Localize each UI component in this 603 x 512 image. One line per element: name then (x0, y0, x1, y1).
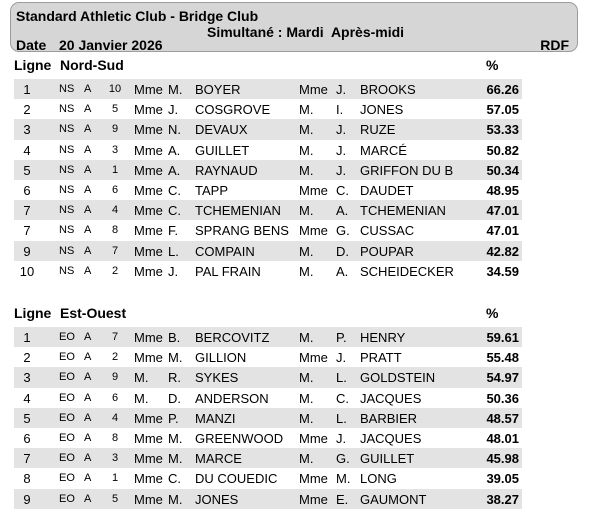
player1-name-cell: COSGROVE (195, 102, 271, 118)
player1-initial-cell: M. (168, 491, 183, 507)
player2-title-cell: Mme (299, 471, 328, 487)
player1-name-cell: ANDERSON (195, 390, 269, 406)
club-name: Standard Athletic Club - Bridge Club (16, 8, 259, 24)
player2-initial-cell: P. (336, 330, 347, 345)
rank-cell: 10 (19, 263, 35, 279)
player2-initial-cell: G. (336, 223, 350, 239)
direction-cell: NS (59, 123, 75, 136)
rank-cell: 7 (23, 223, 31, 239)
table-row (14, 327, 522, 347)
table-row (14, 428, 522, 448)
player2-initial-cell: C. (336, 182, 349, 198)
direction-cell: NS (59, 163, 75, 176)
player1-name-cell: BOYER (195, 82, 241, 97)
rank-cell: 2 (23, 350, 31, 366)
percentage-cell: 39.05 (486, 471, 519, 487)
ligne-label: Ligne (14, 305, 52, 321)
rank-cell: 4 (23, 390, 31, 406)
player1-title-cell: Mme (134, 142, 163, 158)
player2-title-cell: M. (299, 102, 314, 118)
player1-initial-cell: A. (168, 142, 181, 158)
section-cell: A (84, 103, 92, 116)
player2-title-cell: M. (299, 330, 314, 345)
player1-initial-cell: D. (168, 390, 181, 406)
player2-name-cell: POUPAR (360, 243, 414, 259)
percentage-cell: 50.36 (486, 390, 519, 406)
player1-name-cell: SPRANG BENS (195, 223, 289, 239)
direction-label: Nord-Sud (60, 57, 124, 73)
results-header (10, 2, 578, 52)
table-row (14, 140, 522, 160)
player2-name-cell: LONG (360, 471, 397, 487)
player1-title-cell: Mme (134, 263, 163, 279)
direction-cell: EO (59, 492, 75, 505)
player2-title-cell: Mme (299, 350, 328, 366)
player2-name-cell: GRIFFON DU B (360, 162, 454, 178)
direction-cell: NS (59, 264, 75, 277)
rank-cell: 8 (23, 471, 31, 487)
section-cell: A (84, 83, 92, 95)
player1-title-cell: Mme (134, 203, 163, 219)
player1-initial-cell: M. (168, 430, 183, 446)
player2-name-cell: GOLDSTEIN (360, 370, 436, 386)
player2-name-cell: JACQUES (360, 430, 422, 446)
player2-title-cell: M. (299, 263, 314, 279)
table-number-cell: 2 (111, 351, 119, 364)
table-row (14, 99, 522, 119)
direction-label: Est-Ouest (60, 305, 127, 321)
player2-initial-cell: C. (336, 390, 349, 406)
player2-name-cell: DAUDET (360, 182, 414, 198)
rdf-label: RDF (540, 37, 569, 53)
table-row (14, 79, 522, 99)
player1-initial-cell: M. (168, 82, 183, 97)
player1-name-cell: GUILLET (195, 142, 250, 158)
section-cell: A (84, 391, 92, 404)
direction-cell: NS (59, 83, 75, 95)
player1-name-cell: SYKES (195, 370, 239, 386)
section-cell: A (84, 244, 92, 257)
player2-title-cell: Mme (299, 430, 328, 446)
table-number-cell: 5 (111, 103, 119, 116)
player2-title-cell: M. (299, 162, 314, 178)
rank-cell: 4 (23, 142, 31, 158)
direction-cell: EO (59, 452, 75, 465)
percentage-cell: 48.95 (486, 182, 519, 198)
player2-name-cell: GUILLET (360, 451, 415, 467)
section-cell: A (84, 143, 92, 156)
rank-cell: 3 (23, 122, 31, 138)
table-number-cell: 3 (111, 143, 119, 156)
direction-cell: NS (59, 143, 75, 156)
table-row (14, 367, 522, 387)
player2-initial-cell: J. (336, 82, 347, 97)
percentage-cell: 38.27 (486, 491, 519, 507)
player2-initial-cell: I. (336, 102, 344, 118)
player1-title-cell: Mme (134, 430, 163, 446)
player1-initial-cell: M. (168, 350, 183, 366)
player1-title-cell: Mme (134, 243, 163, 259)
percent-header: % (486, 57, 499, 73)
percentage-cell: 47.01 (486, 223, 519, 239)
player1-title-cell: M. (134, 370, 149, 386)
player2-initial-cell: J. (336, 142, 347, 158)
player2-name-cell: PRATT (360, 350, 402, 366)
table-row (14, 241, 522, 261)
player1-name-cell: DEVAUX (195, 122, 248, 138)
rank-cell: 7 (23, 203, 31, 219)
percentage-cell: 59.61 (486, 330, 519, 345)
player1-initial-cell: N. (168, 122, 181, 138)
player1-initial-cell: C. (168, 182, 181, 198)
section-cell: A (84, 204, 92, 217)
table-number-cell: 1 (111, 472, 119, 485)
rank-cell: 9 (23, 491, 31, 507)
table-row (14, 347, 522, 367)
player1-title-cell: Mme (134, 162, 163, 178)
player1-title-cell: Mme (134, 223, 163, 239)
player2-title-cell: M. (299, 203, 314, 219)
player2-title-cell: M. (299, 243, 314, 259)
section-cell: A (84, 452, 92, 465)
player1-initial-cell: B. (168, 330, 181, 345)
table-row (14, 489, 522, 509)
table-row (14, 200, 522, 220)
section-cell: A (84, 371, 92, 384)
player2-initial-cell: A. (336, 203, 349, 219)
percentage-cell: 50.34 (486, 162, 519, 178)
player1-title-cell: Mme (134, 102, 163, 118)
player2-title-cell: M. (299, 122, 314, 138)
player2-title-cell: Mme (299, 223, 328, 239)
direction-cell: EO (59, 371, 75, 384)
player1-name-cell: RAYNAUD (195, 162, 258, 178)
player2-title-cell: M. (299, 451, 314, 467)
percentage-cell: 47.01 (486, 203, 519, 219)
table-row (14, 388, 522, 408)
rank-cell: 3 (23, 370, 31, 386)
section-cell: A (84, 331, 92, 343)
direction-cell: EO (59, 331, 75, 343)
direction-cell: NS (59, 183, 75, 196)
player2-initial-cell: L. (336, 410, 347, 426)
section-cell: A (84, 492, 92, 505)
player1-initial-cell: C. (168, 203, 181, 219)
percentage-cell: 53.33 (486, 122, 519, 138)
rank-cell: 5 (23, 162, 31, 178)
direction-cell: EO (59, 411, 75, 424)
table-row (14, 180, 522, 200)
rank-cell: 7 (23, 451, 31, 467)
section-cell: A (84, 123, 92, 136)
results-table-eo (14, 327, 522, 509)
player2-name-cell: BROOKS (360, 82, 416, 97)
percentage-cell: 55.48 (486, 350, 519, 366)
player1-initial-cell: L. (168, 243, 179, 259)
player1-name-cell: MARCE (195, 451, 242, 467)
rank-cell: 6 (23, 430, 31, 446)
table-number-cell: 4 (111, 411, 119, 424)
table-number-cell: 10 (108, 83, 122, 95)
player2-name-cell: MARCÉ (360, 142, 407, 158)
player1-name-cell: GILLION (195, 350, 247, 366)
player2-name-cell: HENRY (360, 330, 406, 345)
player1-title-cell: Mme (134, 330, 163, 345)
player1-initial-cell: R. (168, 370, 181, 386)
table-number-cell: 5 (111, 492, 119, 505)
player1-title-cell: Mme (134, 451, 163, 467)
table-number-cell: 3 (111, 452, 119, 465)
table-number-cell: 7 (111, 331, 119, 343)
player2-title-cell: Mme (299, 82, 328, 97)
player2-initial-cell: M. (336, 471, 351, 487)
player2-initial-cell: D. (336, 243, 349, 259)
table-number-cell: 9 (111, 123, 119, 136)
rank-cell: 2 (23, 102, 31, 118)
player2-title-cell: M. (299, 410, 314, 426)
player1-name-cell: BERCOVITZ (195, 330, 270, 345)
player2-initial-cell: J. (336, 430, 347, 446)
rank-cell: 6 (23, 182, 31, 198)
player2-name-cell: JONES (360, 102, 404, 118)
section-cell: A (84, 431, 92, 444)
player1-name-cell: DU COUEDIC (195, 471, 278, 487)
table-number-cell: 7 (111, 244, 119, 257)
percentage-cell: 48.01 (486, 430, 519, 446)
player1-initial-cell: M. (168, 451, 183, 467)
direction-cell: EO (59, 431, 75, 444)
table-number-cell: 4 (111, 204, 119, 217)
section-cell: A (84, 411, 92, 424)
player2-name-cell: GAUMONT (360, 491, 427, 507)
rank-cell: 1 (23, 330, 31, 345)
table-number-cell: 6 (111, 183, 119, 196)
player2-name-cell: JACQUES (360, 390, 422, 406)
player1-title-cell: Mme (134, 471, 163, 487)
player2-name-cell: RUZE (360, 122, 396, 138)
player1-initial-cell: F. (168, 223, 179, 239)
player2-initial-cell: J. (336, 122, 347, 138)
session-name: Simultané : Mardi Après-midi (207, 24, 405, 40)
rank-cell: 9 (23, 243, 31, 259)
table-number-cell: 1 (111, 163, 119, 176)
table-row (14, 448, 522, 468)
player2-title-cell: M. (299, 370, 314, 386)
player1-name-cell: GREENWOOD (195, 430, 284, 446)
section-cell: A (84, 472, 92, 485)
section-cell: A (84, 163, 92, 176)
table-number-cell: 9 (111, 371, 119, 384)
player1-name-cell: TCHEMENIAN (195, 203, 281, 219)
section-cell: A (84, 264, 92, 277)
direction-cell: EO (59, 351, 75, 364)
player2-initial-cell: L. (336, 370, 347, 386)
player2-title-cell: M. (299, 390, 314, 406)
player1-initial-cell: C. (168, 471, 181, 487)
table-row (14, 160, 522, 180)
player1-title-cell: Mme (134, 122, 163, 138)
direction-cell: NS (59, 244, 75, 257)
player2-name-cell: SCHEIDECKER (360, 263, 454, 279)
percentage-cell: 42.82 (486, 243, 519, 259)
player1-initial-cell: J. (168, 102, 179, 118)
percentage-cell: 34.59 (486, 263, 519, 279)
player2-name-cell: CUSSAC (360, 223, 415, 239)
player2-title-cell: Mme (299, 491, 328, 507)
player2-title-cell: Mme (299, 182, 328, 198)
player2-initial-cell: J. (336, 350, 347, 366)
player1-title-cell: Mme (134, 350, 163, 366)
percentage-cell: 50.82 (486, 142, 519, 158)
section-cell: A (84, 224, 92, 237)
player1-title-cell: Mme (134, 182, 163, 198)
table-row (14, 119, 522, 139)
section-cell: A (84, 183, 92, 196)
player2-name-cell: TCHEMENIAN (360, 203, 446, 219)
percentage-cell: 54.97 (486, 370, 519, 386)
percentage-cell: 57.05 (486, 102, 519, 118)
table-row (14, 468, 522, 488)
ligne-label: Ligne (14, 57, 52, 73)
direction-cell: EO (59, 472, 75, 485)
player1-initial-cell: P. (168, 410, 179, 426)
player1-title-cell: Mme (134, 410, 163, 426)
player1-title-cell: Mme (134, 491, 163, 507)
player1-initial-cell: J. (168, 263, 179, 279)
player2-initial-cell: J. (336, 162, 347, 178)
percent-header: % (486, 305, 499, 321)
player1-title-cell: Mme (134, 82, 163, 97)
percentage-cell: 48.57 (486, 410, 519, 426)
section-cell: A (84, 351, 92, 364)
table-number-cell: 6 (111, 391, 119, 404)
direction-cell: NS (59, 103, 75, 116)
player2-initial-cell: A. (336, 263, 349, 279)
percentage-cell: 66.26 (486, 82, 519, 97)
table-row (14, 220, 522, 240)
player1-title-cell: M. (134, 390, 149, 406)
player1-initial-cell: A. (168, 162, 181, 178)
results-table-ns (14, 79, 522, 281)
player1-name-cell: TAPP (195, 182, 228, 198)
player2-initial-cell: E. (336, 491, 349, 507)
player1-name-cell: PAL FRAIN (195, 263, 261, 279)
percentage-cell: 45.98 (486, 451, 519, 467)
player2-title-cell: M. (299, 142, 314, 158)
table-row (14, 408, 522, 428)
direction-cell: NS (59, 204, 75, 217)
player1-name-cell: JONES (195, 491, 239, 507)
date-value: 20 Janvier 2026 (59, 37, 163, 53)
direction-cell: EO (59, 391, 75, 404)
player2-initial-cell: G. (336, 451, 350, 467)
table-number-cell: 8 (111, 431, 119, 444)
table-number-cell: 8 (111, 224, 119, 237)
player1-name-cell: MANZI (195, 410, 236, 426)
date-label: Date (16, 37, 47, 53)
player1-name-cell: COMPAIN (195, 243, 255, 259)
direction-cell: NS (59, 224, 75, 237)
table-number-cell: 2 (111, 264, 119, 277)
table-row (14, 261, 522, 281)
rank-cell: 1 (23, 82, 31, 97)
rank-cell: 5 (23, 410, 31, 426)
player2-name-cell: BARBIER (360, 410, 418, 426)
